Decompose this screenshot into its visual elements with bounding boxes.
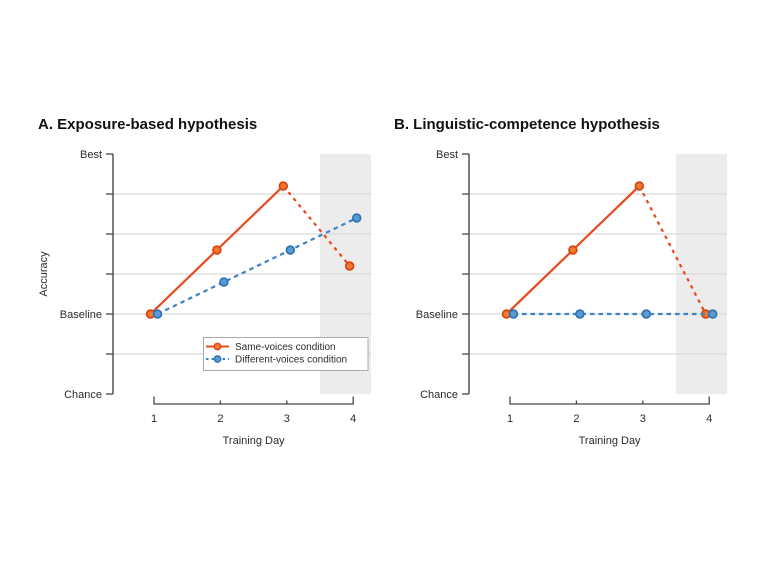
panel-b-x-tick-label-1: 1 — [506, 413, 514, 425]
panel-b-x-tick-label-2: 2 — [573, 413, 580, 425]
panel-b-x-tick-label-4: 4 — [706, 413, 713, 425]
panel-a-same-voices-marker-day4 — [346, 262, 354, 270]
panel-a — [38, 116, 371, 447]
panel-b-x-axis-bracket — [510, 397, 709, 405]
panel-a-different-voices-marker-day1 — [154, 310, 162, 318]
panel-a-x-axis-title: Training Day — [222, 435, 285, 447]
legend — [204, 338, 369, 371]
panel-a-different-voices-marker-day3 — [286, 246, 294, 254]
panel-a-x-tick-label-4: 4 — [350, 413, 357, 425]
panel-a-y-tick-label-best: Best — [79, 149, 102, 161]
panel-a-title: A. Exposure-based hypothesis — [38, 116, 258, 133]
panel-b-same-voices-marker-day3 — [635, 182, 643, 190]
legend-same-voices-marker — [214, 343, 220, 349]
panel-a-x-tick-label-2: 2 — [217, 413, 224, 425]
panel-b-y-tick-label-baseline: Baseline — [415, 309, 458, 321]
panel-b-x-axis-title: Training Day — [578, 435, 641, 447]
panel-b-y-tick-label-best: Best — [435, 149, 458, 161]
panel-b — [394, 116, 727, 447]
panel-b-same-voices-marker-day2 — [569, 246, 577, 254]
panel-b-different-voices-marker-day1 — [510, 310, 518, 318]
panel-b-different-voices-marker-day2 — [576, 310, 584, 318]
panel-b-x-tick-label-3: 3 — [639, 413, 646, 425]
legend-different-voices-marker — [214, 356, 220, 362]
legend-same-voices-label: Same-voices condition — [235, 342, 336, 353]
legend-different-voices-label: Different-voices condition — [235, 354, 348, 366]
panel-a-different-voices-marker-day2 — [220, 278, 228, 286]
panel-b-different-voices-marker-day3 — [642, 310, 650, 318]
panel-a-y-tick-label-chance: Chance — [64, 389, 102, 401]
panel-a-same-voices-marker-day3 — [279, 182, 287, 190]
panel-b-different-voices-marker-day4 — [709, 310, 717, 318]
panel-a-x-tick-label-3: 3 — [283, 413, 290, 425]
panel-a-y-tick-label-baseline: Baseline — [59, 309, 102, 321]
panel-b-y-tick-label-chance: Chance — [420, 389, 458, 401]
panel-a-same-voices-marker-day2 — [213, 246, 221, 254]
panel-a-different-voices-marker-day4 — [353, 214, 361, 222]
panel-a-x-axis-bracket — [154, 397, 353, 405]
panel-a-y-axis-title: Accuracy — [38, 251, 50, 297]
panel-a-x-tick-label-1: 1 — [150, 413, 158, 425]
panel-b-title: B. Linguistic-competence hypothesis — [394, 116, 660, 133]
